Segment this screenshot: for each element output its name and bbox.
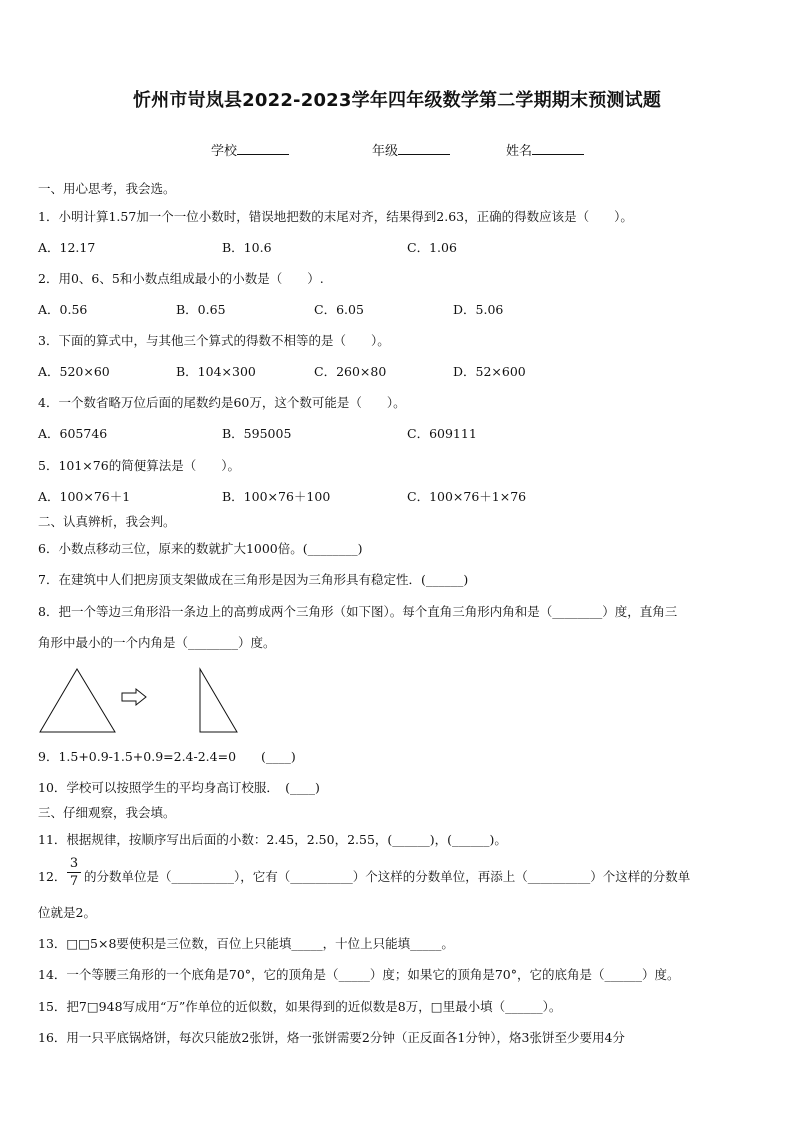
school-label: 学校 [211, 144, 238, 159]
q3-option-d: D．52×600 [453, 364, 526, 379]
school-field [211, 140, 289, 159]
q1-option-b: B．10.6 [222, 240, 272, 255]
question-7: 7．在建筑中人们把房顶支架做成在三角形是因为三角形具有稳定性．(______) [38, 572, 469, 587]
q5-option-c: C．100×76＋1×76 [407, 489, 527, 504]
q2-option-b: B．0.65 [176, 302, 226, 317]
question-2: 2．用0、6、5和小数点组成最小的小数是（ ）. [38, 271, 324, 286]
right-triangle [200, 669, 237, 732]
q3-option-b: B．104×300 [176, 364, 256, 379]
section-heading-2: 二、认真辨析，我会判。 [38, 514, 176, 529]
grade-field [372, 140, 450, 159]
question-1: 1．小明计算1.57加一个一位小数时，错误地把数的末尾对齐，结果得到2.63，正确的得数应该是（ ）。 [38, 209, 633, 224]
q5-option-a: A．100×76＋1 [38, 489, 131, 504]
q5-option-b: B．100×76＋100 [222, 489, 331, 504]
grade-label: 年级 [372, 144, 399, 159]
equilateral-triangle [40, 669, 115, 732]
q1-option-a: A．12.17 [38, 240, 96, 255]
arrow-icon [122, 689, 146, 705]
fraction-bar [67, 872, 81, 873]
section-heading-3: 三、仔细观察，我会填。 [38, 805, 176, 820]
q1-option-c: C．1.06 [407, 240, 457, 255]
triangle-figure [36, 664, 276, 736]
q2-option-c: C．6.05 [314, 302, 364, 317]
q4-option-c: C．609111 [407, 426, 477, 441]
name-blank[interactable] [532, 141, 584, 155]
question-3: 3．下面的算式中，与其他三个算式的得数不相等的是（ ）。 [38, 333, 390, 348]
question-16: 16．用一只平底锅烙饼，每次只能放2张饼，烙一张饼需要2分钟（正反面各1分钟），烙3张饼至少要用4分 [38, 1030, 625, 1045]
question-4: 4．一个数省略万位后面的尾数约是60万，这个数可能是（ ）。 [38, 395, 406, 410]
q4-option-b: B．595005 [222, 426, 292, 441]
name-label: 姓名 [506, 144, 533, 159]
question-8-line-2: 角形中最小的一个内角是（________）度。 [38, 635, 276, 650]
page-title: 忻州市岢岚县2022-2023学年四年级数学第二学期期末预测试题 [132, 90, 662, 111]
question-5: 5．101×76的简便算法是（ ）。 [38, 458, 240, 473]
school-blank[interactable] [237, 141, 289, 155]
grade-blank[interactable] [398, 141, 450, 155]
q2-option-a: A．0.56 [38, 302, 88, 317]
question-12-line-1: 的分数单位是（__________），它有（__________）个这样的分数单位，再添上（__________）个这样的分数单 [84, 869, 691, 884]
question-11: 11．根据规律，按顺序写出后面的小数：2.45，2.50，2.55，(______)，(______)。 [38, 832, 507, 847]
question-12-line-2: 位就是2。 [38, 905, 96, 920]
q3-option-a: A．520×60 [38, 364, 110, 379]
fraction-numerator: 3 [69, 856, 79, 871]
question-14: 14．一个等腰三角形的一个底角是70°，它的顶角是（_____）度；如果它的顶角是70°，它的底角是（______）度。 [38, 967, 680, 982]
q4-option-a: A．605746 [38, 426, 108, 441]
question-9: 9．1.5+0.9-1.5+0.9=2.4-2.4=0 (____) [38, 749, 296, 764]
fraction-three-sevenths [67, 856, 81, 889]
question-6: 6．小数点移动三位，原来的数就扩大1000倍。(________) [38, 541, 363, 556]
q3-option-c: C．260×80 [314, 364, 387, 379]
question-10: 10．学校可以按照学生的平均身高订校服． (____) [38, 780, 320, 795]
section-heading-1: 一、用心思考，我会选。 [38, 181, 176, 196]
name-field [506, 140, 584, 159]
question-8-line-1: 8．把一个等边三角形沿一条边上的高剪成两个三角形（如下图）。每个直角三角形内角和是（________）度，直角三 [38, 604, 678, 619]
q2-option-d: D．5.06 [453, 302, 504, 317]
question-12-label: 12． [38, 869, 67, 884]
question-15: 15．把7□948写成用“万”作单位的近似数，如果得到的近似数是8万，□里最小填（______）。 [38, 999, 562, 1014]
fraction-denominator: 7 [69, 874, 79, 889]
question-13: 13．□□5×8要使积是三位数，百位上只能填_____，十位上只能填_____。 [38, 936, 454, 951]
